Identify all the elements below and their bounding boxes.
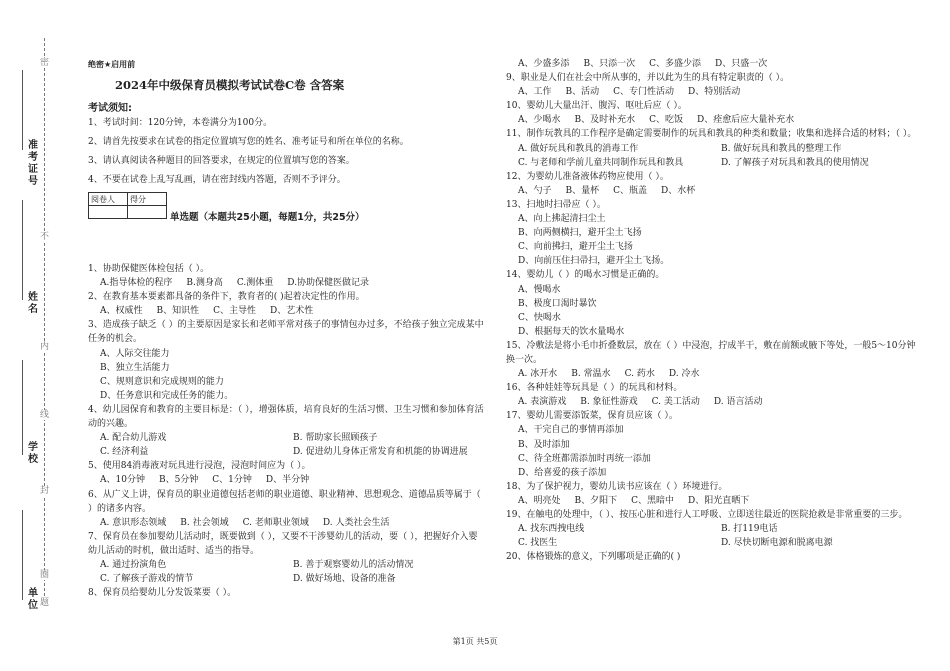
page-title: 2024年中级保育员模拟考试试卷C卷 含答案 (115, 78, 345, 92)
option: D、根据每天的饮水量喝水 (518, 326, 625, 337)
question-stem: 9、职业是人们在社会中所从事的，并以此为生的具有特定职责的（ ）。 (506, 73, 790, 84)
option-row (506, 142, 924, 156)
question (506, 339, 924, 381)
option: B. 常温水 (571, 369, 611, 380)
option: D、水杯 (661, 185, 696, 196)
option: A、明亮处 (518, 495, 561, 506)
seal-char: 圈 (40, 570, 50, 580)
option-row (506, 395, 924, 409)
option-row (88, 558, 486, 572)
option: A、向上拂起清扫尘土 (518, 214, 606, 225)
option-row (88, 473, 486, 487)
option: D、任务意识和完成任务的能力。 (100, 390, 234, 401)
option: B. 打119电话 (721, 524, 778, 535)
option: A. 表演游戏 (518, 397, 567, 408)
option: D、向前压住扫帚扫，避开尘土飞扬。 (518, 256, 670, 267)
question (88, 530, 486, 586)
option: D、阳光直晒下 (688, 495, 750, 506)
option: D.协助保健医做记录 (287, 278, 370, 289)
score-table (88, 192, 167, 219)
question-stem: 7、保育员在参加婴幼儿活动时，既要做到（ ），又要不干涉婴幼儿的活动，要（ ），把握好介入婴幼儿活动的时机，做出适时、适当的指导。 (88, 531, 478, 556)
option-row (506, 113, 924, 127)
option: C、吃饭 (649, 115, 684, 126)
right-question-column (506, 57, 924, 564)
school-label: 学校 (28, 442, 38, 465)
option: D. 促进幼儿身体正常发育和机能的协调进展 (293, 447, 468, 458)
question-stem: 5、使用84消毒液对玩具进行浸泡，浸泡时间应为（ ）。 (88, 461, 311, 472)
option-row (88, 445, 486, 459)
question-stem: 3、造成孩子缺乏（ ）的主要原因是家长和老师平常对孩子的事情包办过多，不给孩子独立完成某中任务的机会。 (88, 320, 484, 345)
option-row (506, 367, 924, 381)
score-blank[interactable] (128, 206, 167, 219)
notice-title: 考试须知: (88, 103, 132, 114)
option: B、独立生活能力 (100, 362, 170, 373)
exam-no-blank (22, 70, 23, 150)
option: D、艺术性 (270, 306, 314, 317)
option: C、黑暗中 (631, 495, 675, 506)
question-stem: 6、从广义上讲，保育员的职业道德包括老师的职业道德、职业精神、思想观念、道德品质等属于（ ）的诸多内容。 (88, 489, 481, 514)
seal-char: 密 (40, 58, 50, 68)
option-row (88, 572, 486, 586)
notice-item: 1、考试时间：120分钟，本卷满分为100分。 (88, 118, 273, 128)
option: C、规则意识和完成规则的能力 (100, 376, 224, 387)
school-blank (22, 360, 23, 455)
question (506, 71, 924, 99)
question (506, 508, 924, 550)
option: D. 人类社会生活 (322, 517, 390, 528)
exam-no-label: 准考证号 (28, 140, 38, 187)
question (506, 198, 924, 268)
seal-char: 线 (40, 410, 50, 420)
question (506, 57, 924, 71)
option: A、10分钟 (100, 475, 145, 486)
option: B、夕阳下 (574, 495, 618, 506)
question (88, 459, 486, 487)
option-row (506, 156, 924, 170)
option: A、少喝水 (518, 115, 561, 126)
option: A、勺子 (518, 185, 552, 196)
option: D、特别活动 (688, 87, 741, 98)
option: D、半分钟 (265, 475, 310, 486)
question-stem: 8、保育员给婴幼儿分发饭菜要（ ）。 (88, 588, 237, 599)
question (88, 488, 486, 530)
option: B、知识性 (156, 306, 200, 317)
question (88, 290, 486, 318)
question-stem: 14、婴幼儿（ ）的喝水习惯是正确的。 (506, 270, 665, 281)
option: B、量杯 (565, 185, 600, 196)
option-row (506, 85, 924, 99)
question (88, 262, 486, 290)
question-stem: 15、冷敷法是将小毛巾折叠数层，放在（ ）中浸泡，拧成半干，敷在前额或腋下等处，一般5～10分钟换一次。 (506, 340, 916, 365)
option: D、痊愈后应大量补充水 (697, 115, 795, 126)
option: B. 做好玩具和教具的整理工作 (721, 143, 842, 154)
section-heading: 单选题（本题共25小题，每题1分，共25分） (170, 212, 365, 223)
option: C. 找医生 (518, 538, 558, 549)
option: B、极度口渴时暴饮 (518, 298, 597, 309)
option: C、向前拂扫，避开尘土飞扬 (518, 242, 633, 253)
question (506, 268, 924, 338)
option: B. 帮助家长照顾孩子 (293, 433, 378, 444)
name-label: 姓名 (28, 292, 38, 315)
question (506, 480, 924, 508)
option: C. 药水 (624, 369, 655, 380)
option: A. 找东西拽电线 (518, 524, 585, 535)
question (506, 409, 924, 479)
question (88, 403, 486, 459)
option-row (506, 57, 924, 71)
seal-char: 不 (40, 232, 50, 242)
option: D、只盛一次 (715, 59, 768, 69)
option: B. 善于观察婴幼儿的活动情况 (293, 559, 414, 570)
left-question-column (88, 262, 486, 600)
question-stem: 10、婴幼儿大量出汗、腹泻、呕吐后应（ ）。 (506, 101, 687, 112)
option: A、少盛多添 (518, 59, 570, 69)
question (506, 381, 924, 409)
option: B. 象征性游戏 (580, 397, 638, 408)
seal-char: 内 (40, 342, 50, 352)
option: C. 老师职业领域 (242, 517, 309, 528)
option: C、多盛少添 (649, 59, 702, 69)
question (88, 318, 486, 403)
question (506, 99, 924, 127)
option: C. 与老师和学前儿童共同制作玩具和教具 (518, 157, 684, 168)
notice-item: 2、请首先按要求在试卷的指定位置填写您的姓名、准考证号和所在单位的名称。 (88, 137, 409, 147)
option: A、工作 (518, 87, 552, 98)
seal-dashed-line (44, 38, 45, 606)
option: A.指导体检的程序 (100, 278, 173, 289)
option: B、及时添加 (518, 439, 570, 450)
option: C、1分钟 (212, 475, 252, 486)
question-stem: 11、制作玩教具的工作程序是确定需要制作的玩具和教具的种类和数量；收集和选择合适的材料；（ ）。 (506, 129, 917, 140)
option: D. 尽快切断电源和脱离电源 (721, 538, 833, 549)
option: A. 通过扮演角色 (100, 559, 167, 570)
option-row (506, 184, 924, 198)
score-cell: 得分 (128, 193, 167, 206)
page-footer: 第1页 共5页 (452, 637, 498, 646)
question-stem: 20、体格锻炼的意义，下列哪项是正确的( ) (506, 552, 681, 563)
question-stem: 17、婴幼儿需要添饭菜，保育员应该（ ）。 (506, 411, 678, 422)
option: A、人际交往能力 (100, 348, 170, 359)
question-stem: 18、为了保护视力，婴幼儿读书应该在（ ）环境进行。 (506, 481, 728, 492)
question (506, 127, 924, 169)
grader-blank[interactable] (89, 206, 128, 219)
option: A. 做好玩具和教具的消毒工作 (518, 143, 639, 154)
question (88, 586, 486, 600)
option: A、干完自己的事情再添加 (518, 425, 624, 436)
option: D. 冷水 (668, 369, 700, 380)
option-row (88, 431, 486, 445)
name-blank (22, 200, 23, 300)
option: D. 做好场地、设备的准备 (293, 574, 396, 585)
unit-label: 单位 (28, 588, 38, 611)
option: C、待全班都需添加时再统一添加 (518, 453, 651, 464)
secret-label: 绝密★启用前 (88, 60, 136, 69)
question-stem: 2、在教育基本要素都具备的条件下，教育者的( )起着决定性的作用。 (88, 292, 365, 303)
question-stem: 4、幼儿园保育和教育的主要目标是：（ ），增强体质，培育良好的生活习惯、卫生习惯和参加体育活动的兴趣。 (88, 404, 484, 430)
seal-char: 题 (40, 598, 50, 608)
binding-margin (0, 0, 62, 671)
option: B、5分钟 (158, 475, 199, 486)
question-stem: 1、协助保健医体检包括（ ）。 (88, 264, 210, 274)
option: C、瓶盖 (613, 185, 648, 196)
option-row (506, 536, 924, 550)
question-stem: 13、扫地时扫帚应（ ）。 (506, 199, 606, 210)
option-row (88, 516, 486, 530)
question (506, 170, 924, 198)
question (506, 550, 924, 564)
unit-blank (22, 510, 23, 600)
option: B、活动 (565, 87, 600, 98)
option-row (506, 522, 924, 536)
option-row (506, 494, 924, 508)
option: D. 语言活动 (713, 397, 763, 408)
option: C. 经济利益 (100, 447, 149, 458)
option: C. 美工活动 (651, 397, 700, 408)
grader-cell: 阅卷人 (89, 193, 128, 206)
option: C.测体重 (236, 278, 274, 289)
option: B、只添一次 (583, 59, 636, 69)
question-stem: 12、为婴幼儿准备液体药物应使用（ ）。 (506, 171, 669, 182)
question-stem: 19、在触电的处理中，（ ）、按压心脏和进行人工呼吸、立即送往最近的医院抢救是非常重要的三步。 (506, 510, 908, 520)
seal-char: 封 (40, 486, 50, 496)
option: C、主导性 (213, 306, 257, 317)
option: C. 了解孩子游戏的情节 (100, 574, 194, 585)
option: A、权威性 (100, 306, 143, 317)
option: A. 配合幼儿游戏 (100, 433, 167, 444)
option: A. 冰开水 (518, 369, 558, 380)
option: A、慢喝水 (518, 284, 561, 295)
option-row (88, 276, 486, 290)
option: D、给喜爱的孩子添加 (518, 467, 607, 478)
option: D. 了解孩子对玩具和教具的使用情况 (721, 157, 869, 168)
notice-item: 4、不要在试卷上乱写乱画，请在密封线内答题，否则不予评分。 (88, 175, 346, 185)
notice-list (88, 115, 478, 191)
option: B、及时补充水 (574, 115, 636, 126)
option: C、快喝水 (518, 312, 561, 323)
option-row (88, 304, 486, 318)
question-stem: 16、各种娃娃等玩具是（ ）的玩具和材料。 (506, 383, 683, 394)
option: B. 社会领域 (180, 517, 229, 528)
option: C、专门性活动 (613, 87, 675, 98)
option: B、向两侧横扫，避开尘土飞扬 (518, 228, 642, 239)
option: A. 意识形态领域 (100, 517, 167, 528)
notice-item: 3、请认真阅读各种题目的回答要求，在规定的位置填写您的答案。 (88, 156, 355, 166)
option: B.测身高 (186, 278, 223, 289)
